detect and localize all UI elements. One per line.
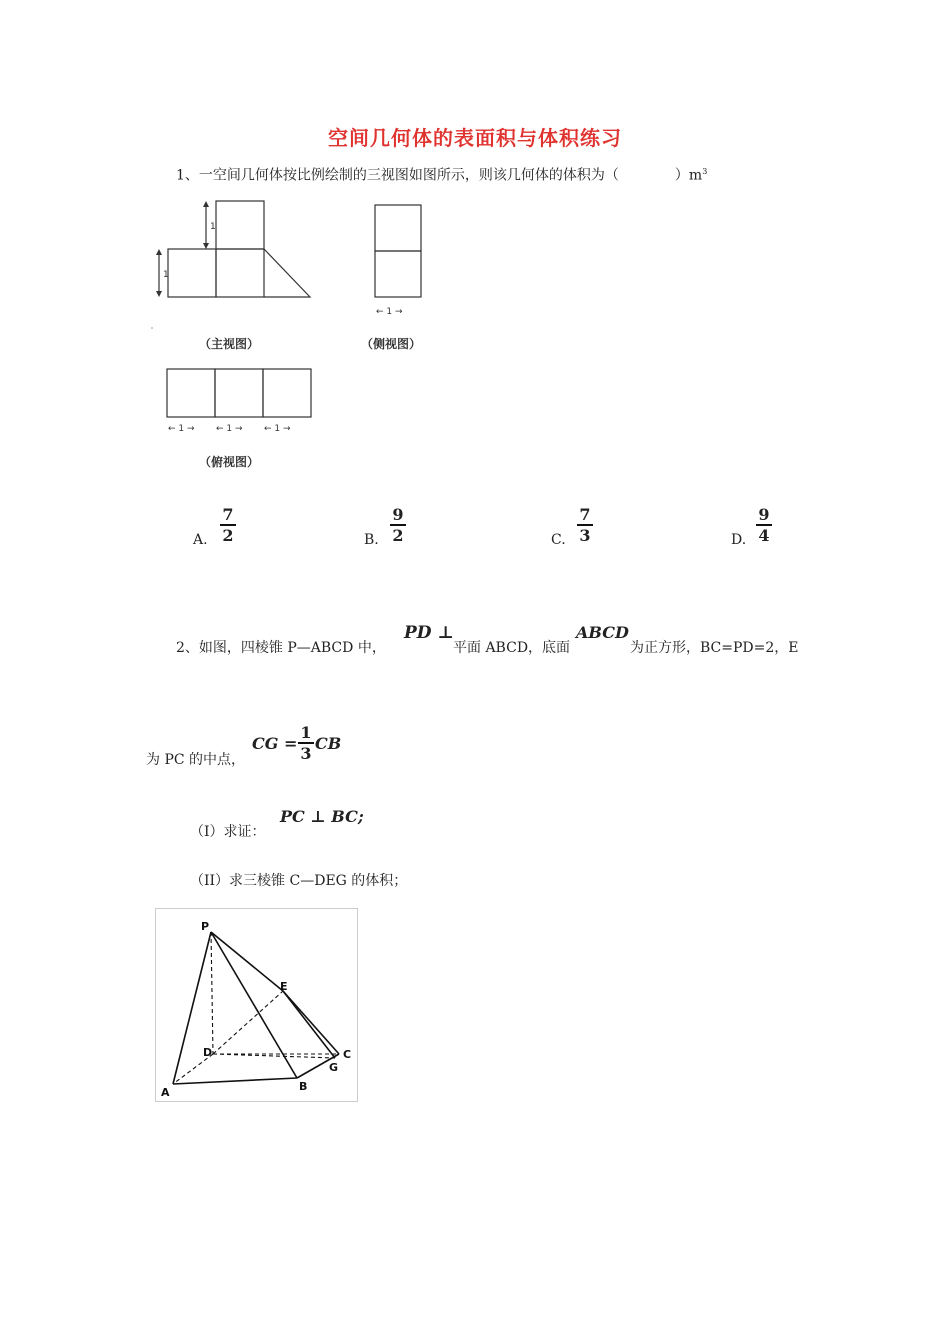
- front-view-mid-square: [216, 249, 264, 297]
- side-view-figure: [370, 200, 430, 325]
- q2-line2-a: 为 PC 的中点，: [146, 752, 246, 768]
- q2-line1-b: 平面 ABCD，底面: [453, 640, 571, 656]
- top-view-right: [263, 369, 311, 417]
- option-c-letter: C.: [551, 532, 566, 548]
- q2-line1-c: 为正方形，BC=PD=2，E: [630, 640, 799, 656]
- q1-unit-exponent: 3: [702, 167, 708, 176]
- label-e: E: [280, 980, 288, 993]
- front-view-triangle: [264, 249, 310, 297]
- vector-cb: CB: [315, 734, 342, 753]
- svg-text:← 1 →: ← 1 →: [168, 424, 195, 434]
- label-c: C: [343, 1048, 352, 1061]
- front-view-top-square: [216, 201, 264, 249]
- q2-part1-math: PC ⊥ BC;: [280, 807, 364, 826]
- svg-text:1: 1: [210, 222, 216, 232]
- one-third-fraction: 1 3: [296, 724, 316, 762]
- front-view-caption: （主视图）: [199, 337, 260, 351]
- side-view-caption: （侧视图）: [361, 337, 422, 351]
- q2-line1-a: 2、如图，四棱锥 P—ABCD 中，: [176, 640, 386, 656]
- option-a-letter: A.: [193, 532, 208, 548]
- q2-part1-label: （I）求证：: [190, 824, 266, 840]
- front-view-left-square: [168, 249, 216, 297]
- side-view-bottom-square: [375, 251, 421, 297]
- svg-text:← 1 →: ← 1 →: [216, 424, 243, 434]
- q2-abcd: ABCD: [576, 623, 629, 642]
- equals-sign: =: [284, 734, 298, 753]
- option-a-fraction: 7 2: [218, 506, 238, 544]
- side-view-top-square: [375, 205, 421, 251]
- option-b-letter: B.: [364, 532, 379, 548]
- label-p: P: [201, 920, 210, 933]
- svg-text:← 1 →: ← 1 →: [376, 307, 403, 317]
- label-b: B: [299, 1080, 308, 1093]
- option-c-fraction: 7 3: [575, 506, 595, 544]
- q1-stem: 1、一空间几何体按比例绘制的三视图如图所示，则该几何体的体积为（ ）m: [176, 167, 703, 184]
- option-b-fraction: 9 2: [388, 506, 408, 544]
- page-title: 空间几何体的表面积与体积练习: [328, 126, 622, 150]
- q2-part2: （II）求三棱锥 C—DEG 的体积；: [190, 873, 408, 889]
- svg-text:← 1 →: ← 1 →: [264, 424, 291, 434]
- label-a: A: [161, 1086, 170, 1099]
- svg-text:1: 1: [163, 270, 169, 280]
- q2-pd-perp: PD ⊥: [404, 623, 454, 643]
- option-d-letter: D.: [731, 532, 747, 548]
- question-1-text: [176, 162, 707, 186]
- option-d-fraction: 9 4: [754, 506, 774, 544]
- label-g: G: [329, 1061, 339, 1074]
- vector-cg: CG: [252, 734, 279, 753]
- top-view-left: [167, 369, 215, 417]
- top-view-caption: （俯视图）: [199, 455, 260, 469]
- pyramid-figure: [155, 908, 358, 1102]
- label-d: D: [203, 1046, 213, 1059]
- top-view-mid: [215, 369, 263, 417]
